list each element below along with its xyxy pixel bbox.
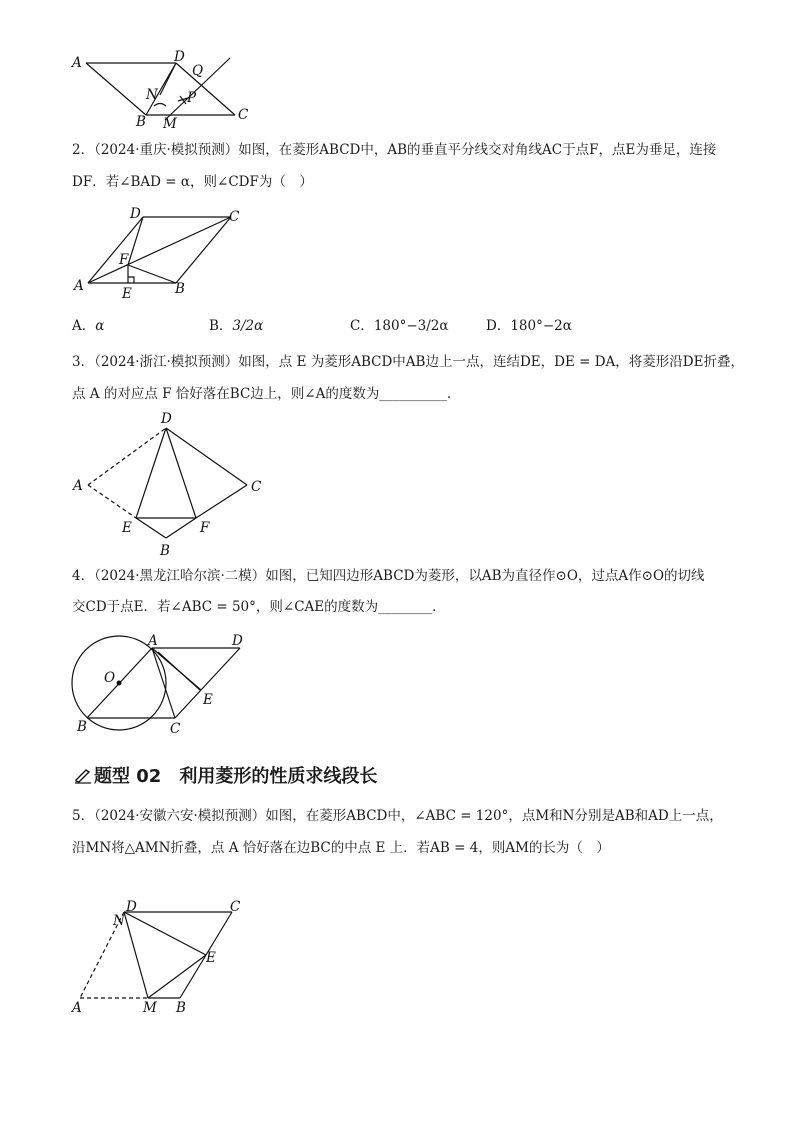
section-heading	[74, 762, 377, 788]
q5-text-line1: 5．（2024·安徽六安·模拟预测）如图，在菱形ABCD中，∠ABC = 120°，点M和N分别是AB和AD上一点，	[72, 808, 723, 824]
q5-label-m: M	[143, 1000, 157, 1016]
q4-text-line2: 交CD于点E．若∠ABC = 50°，则∠CAE的度数为________．	[72, 599, 446, 615]
q5-label-c: C	[230, 899, 241, 915]
q5-label-d: D	[126, 899, 137, 915]
q2-option-a-value: α	[95, 318, 105, 334]
q2-label-f: F	[119, 252, 129, 268]
q5-text-line2: 沿MN将△AMN折叠，点 A 恰好落在边BC的中点 E 上．若AB = 4，则AM的长为（ ）	[72, 840, 610, 856]
q5-figure	[65, 890, 255, 1020]
q2-option-c-letter: C．	[350, 318, 374, 334]
q4-label-d: D	[232, 633, 243, 649]
q3-label-e: E	[122, 520, 132, 536]
q2-option-c[interactable]	[350, 316, 449, 336]
q2-label-e: E	[122, 286, 132, 302]
q1-label-c: C	[238, 107, 249, 123]
q3-label-a: A	[73, 478, 83, 494]
q2-option-d-letter: D．	[486, 318, 511, 334]
q2-option-d[interactable]	[486, 316, 572, 336]
q2-text-line1: 2．（2024·重庆·模拟预测）如图，在菱形ABCD中，AB的垂直平分线交对角线AC于点F，点E为垂足，连接	[72, 142, 717, 158]
q2-text-line2: DF．若∠BAD = α，则∠CDF为（ ）	[72, 174, 313, 190]
q2-option-a-letter: A．	[72, 318, 96, 334]
q2-figure	[65, 203, 255, 303]
q5-label-e: E	[206, 950, 216, 966]
q2-option-c-value: 180°−3/2α	[373, 318, 449, 334]
q1-label-a: A	[72, 55, 82, 71]
q3-text-line1: 3．（2024·浙江·模拟预测）如图，点 E 为菱形ABCD中AB边上一点，连结DE，DE = DA，将菱形沿DE折叠，	[72, 354, 744, 370]
q2-option-b-letter: B．	[209, 318, 233, 334]
pencil-icon	[74, 768, 92, 784]
q4-label-o: O	[104, 670, 116, 686]
q2-option-a[interactable]	[72, 316, 104, 336]
q4-label-b: B	[77, 719, 87, 735]
q3-text-line2: 点 A 的对应点 F 恰好落在BC边上，则∠A的度数为__________．	[72, 386, 461, 402]
q3-label-c: C	[251, 479, 262, 495]
q2-label-d: D	[130, 206, 141, 222]
q4-text-line1: 4．（2024·黑龙江哈尔滨·二模）如图，已知四边形ABCD为菱形，以AB为直径作⊙O，过点A作⊙O的切线	[72, 568, 705, 584]
q3-label-d: D	[161, 411, 172, 427]
q1-figure	[60, 48, 260, 133]
q3-figure	[65, 405, 275, 560]
q4-label-a: A	[148, 633, 158, 649]
q2-option-b[interactable]	[209, 316, 263, 336]
q2-label-c: C	[229, 209, 240, 225]
q2-label-a: A	[74, 278, 84, 294]
q4-label-c: C	[170, 721, 181, 737]
q1-label-q: Q	[192, 63, 204, 79]
q4-figure	[65, 630, 255, 740]
q1-label-n: N	[146, 87, 158, 103]
q4-label-e: E	[203, 692, 213, 708]
q1-label-p: P	[187, 90, 197, 106]
section-heading-title: 题型 02 利用菱形的性质求线段长	[94, 766, 378, 787]
q5-label-b: B	[176, 1000, 186, 1016]
q2-label-b: B	[175, 281, 185, 297]
q1-label-m: M	[163, 116, 177, 132]
q3-label-b: B	[160, 543, 170, 559]
q1-label-b: B	[136, 114, 146, 130]
q1-label-d: D	[174, 49, 185, 65]
q5-label-a: A	[72, 1000, 82, 1016]
q5-label-n: N	[113, 913, 125, 929]
q2-option-b-value: 3/2α	[232, 318, 264, 334]
q2-option-d-value: 180°−2α	[510, 318, 572, 334]
q3-label-f: F	[200, 520, 210, 536]
